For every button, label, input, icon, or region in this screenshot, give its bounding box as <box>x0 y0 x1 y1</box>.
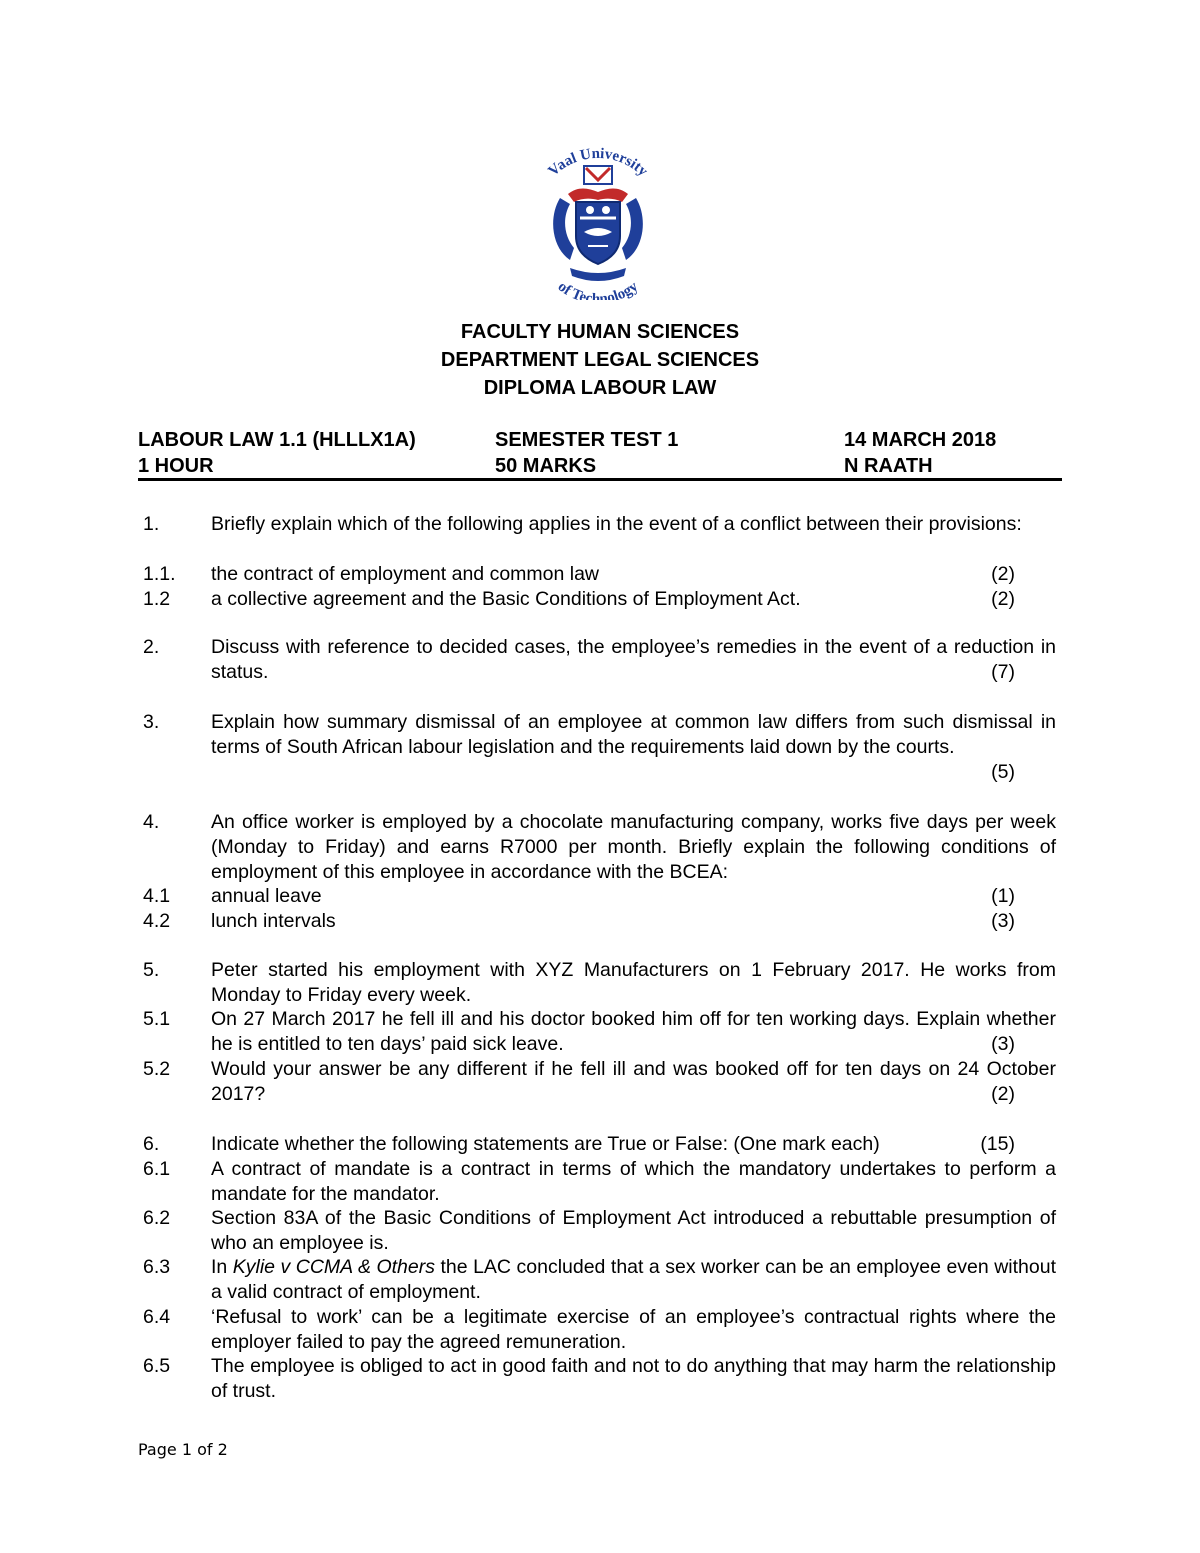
logo-arc-top: Vaal University <box>545 145 651 180</box>
question-mark: (7) <box>991 661 1015 683</box>
test-date: 14 MARCH 2018 <box>844 429 997 451</box>
question-text: Discuss with reference to decided cases, the employee’s remedies in the event of a reduction in status. <box>211 636 1056 683</box>
examiner-name: N RAATH <box>844 455 933 477</box>
question-number: 6.1 <box>143 1158 171 1180</box>
faculty-heading: FACULTY HUMAN SCIENCES <box>460 321 740 343</box>
question-number: 5. <box>143 959 160 981</box>
question-number: 4.1 <box>143 885 171 907</box>
test-name: SEMESTER TEST 1 <box>495 429 679 451</box>
question-text <box>211 1255 1056 1305</box>
question-text: lunch intervals <box>211 910 336 932</box>
question-text: Indicate whether the following statements are True or False: (One mark each) <box>211 1133 880 1155</box>
question-text: Briefly explain which of the following applies in the event of a conflict between their provisions: <box>211 513 1022 535</box>
university-logo <box>518 128 678 300</box>
question-text: a collective agreement and the Basic Conditions of Employment Act. <box>211 588 801 610</box>
question-number: 1. <box>143 513 160 535</box>
header-divider <box>138 478 1062 481</box>
question-text: On 27 March 2017 he fell ill and his doctor booked him off for ten working days. Explain whether he is entitled to ten days’ paid sick leave. <box>211 1008 1056 1055</box>
question-mark: (3) <box>991 910 1015 932</box>
question-text-post: the LAC concluded that a sex worker can be an employee even without a valid contract of employment. <box>211 1256 1057 1303</box>
test-duration: 1 HOUR <box>138 455 214 477</box>
question-mark: (15) <box>980 1133 1015 1155</box>
question-number: 6.2 <box>143 1207 171 1229</box>
question-number: 6.4 <box>143 1306 171 1328</box>
question-mark: (2) <box>991 588 1015 610</box>
svg-text:of Technology <box>555 278 642 300</box>
question-text: An office worker is employed by a chocolate manufacturing company, works five days per week (Monday to Friday) and earns R7000 per month. Briefly explain the following conditions of employment of this employee in accordance with the BCEA: <box>211 811 1056 883</box>
question-text: A contract of mandate is a contract in terms of which the mandatory undertakes to perform a mandate for the mandator. <box>211 1158 1056 1205</box>
question-text: Explain how summary dismissal of an employee at common law differs from such dismissal in terms of South African labour legislation and the requirements laid down by the courts. <box>211 711 1056 758</box>
department-heading: DEPARTMENT LEGAL SCIENCES <box>440 349 760 371</box>
question-number: 4.2 <box>143 910 171 932</box>
question-mark: (3) <box>991 1033 1015 1055</box>
total-marks: 50 MARKS <box>495 455 597 477</box>
question-text: Would your answer be any different if he fell ill and was booked off for ten days on 24 October 2017? <box>211 1058 1056 1105</box>
page-number: Page 1 of 2 <box>138 1440 228 1459</box>
question-number: 5.1 <box>143 1008 171 1030</box>
question-text: The employee is obliged to act in good faith and not to do anything that may harm the relationship of trust. <box>211 1355 1056 1402</box>
question-text: ‘Refusal to work’ can be a legitimate exercise of an employee’s contractual rights where the employer failed to pay the agreed remuneration. <box>211 1306 1056 1353</box>
question-mark: (1) <box>991 885 1015 907</box>
question-number: 1.1. <box>143 563 176 585</box>
question-number: 3. <box>143 711 160 733</box>
question-number: 2. <box>143 636 160 658</box>
question-number: 6. <box>143 1133 160 1155</box>
question-number: 5.2 <box>143 1058 171 1080</box>
question-text: annual leave <box>211 885 322 907</box>
case-name: Kylie v CCMA & Others <box>232 1256 435 1278</box>
question-text-pre: In <box>211 1256 233 1278</box>
question-number: 6.3 <box>143 1256 171 1278</box>
question-mark: (2) <box>991 1083 1015 1105</box>
question-text: the contract of employment and common law <box>211 563 600 585</box>
question-mark: (5) <box>991 761 1015 783</box>
programme-heading: DIPLOMA LABOUR LAW <box>483 377 717 399</box>
subject-code: LABOUR LAW 1.1 (HLLLX1A) <box>138 429 416 451</box>
question-text: Section 83A of the Basic Conditions of Employment Act introduced a rebuttable presumption of who an employee is. <box>211 1207 1056 1254</box>
logo-arc-bottom: of Technology <box>554 278 642 300</box>
question-number: 6.5 <box>143 1355 171 1377</box>
question-number: 1.2 <box>143 588 171 610</box>
question-mark: (2) <box>991 563 1015 585</box>
question-number: 4. <box>143 811 160 833</box>
question-text: Peter started his employment with XYZ Manufacturers on 1 February 2017. He works from Monday to Friday every week. <box>211 959 1056 1006</box>
